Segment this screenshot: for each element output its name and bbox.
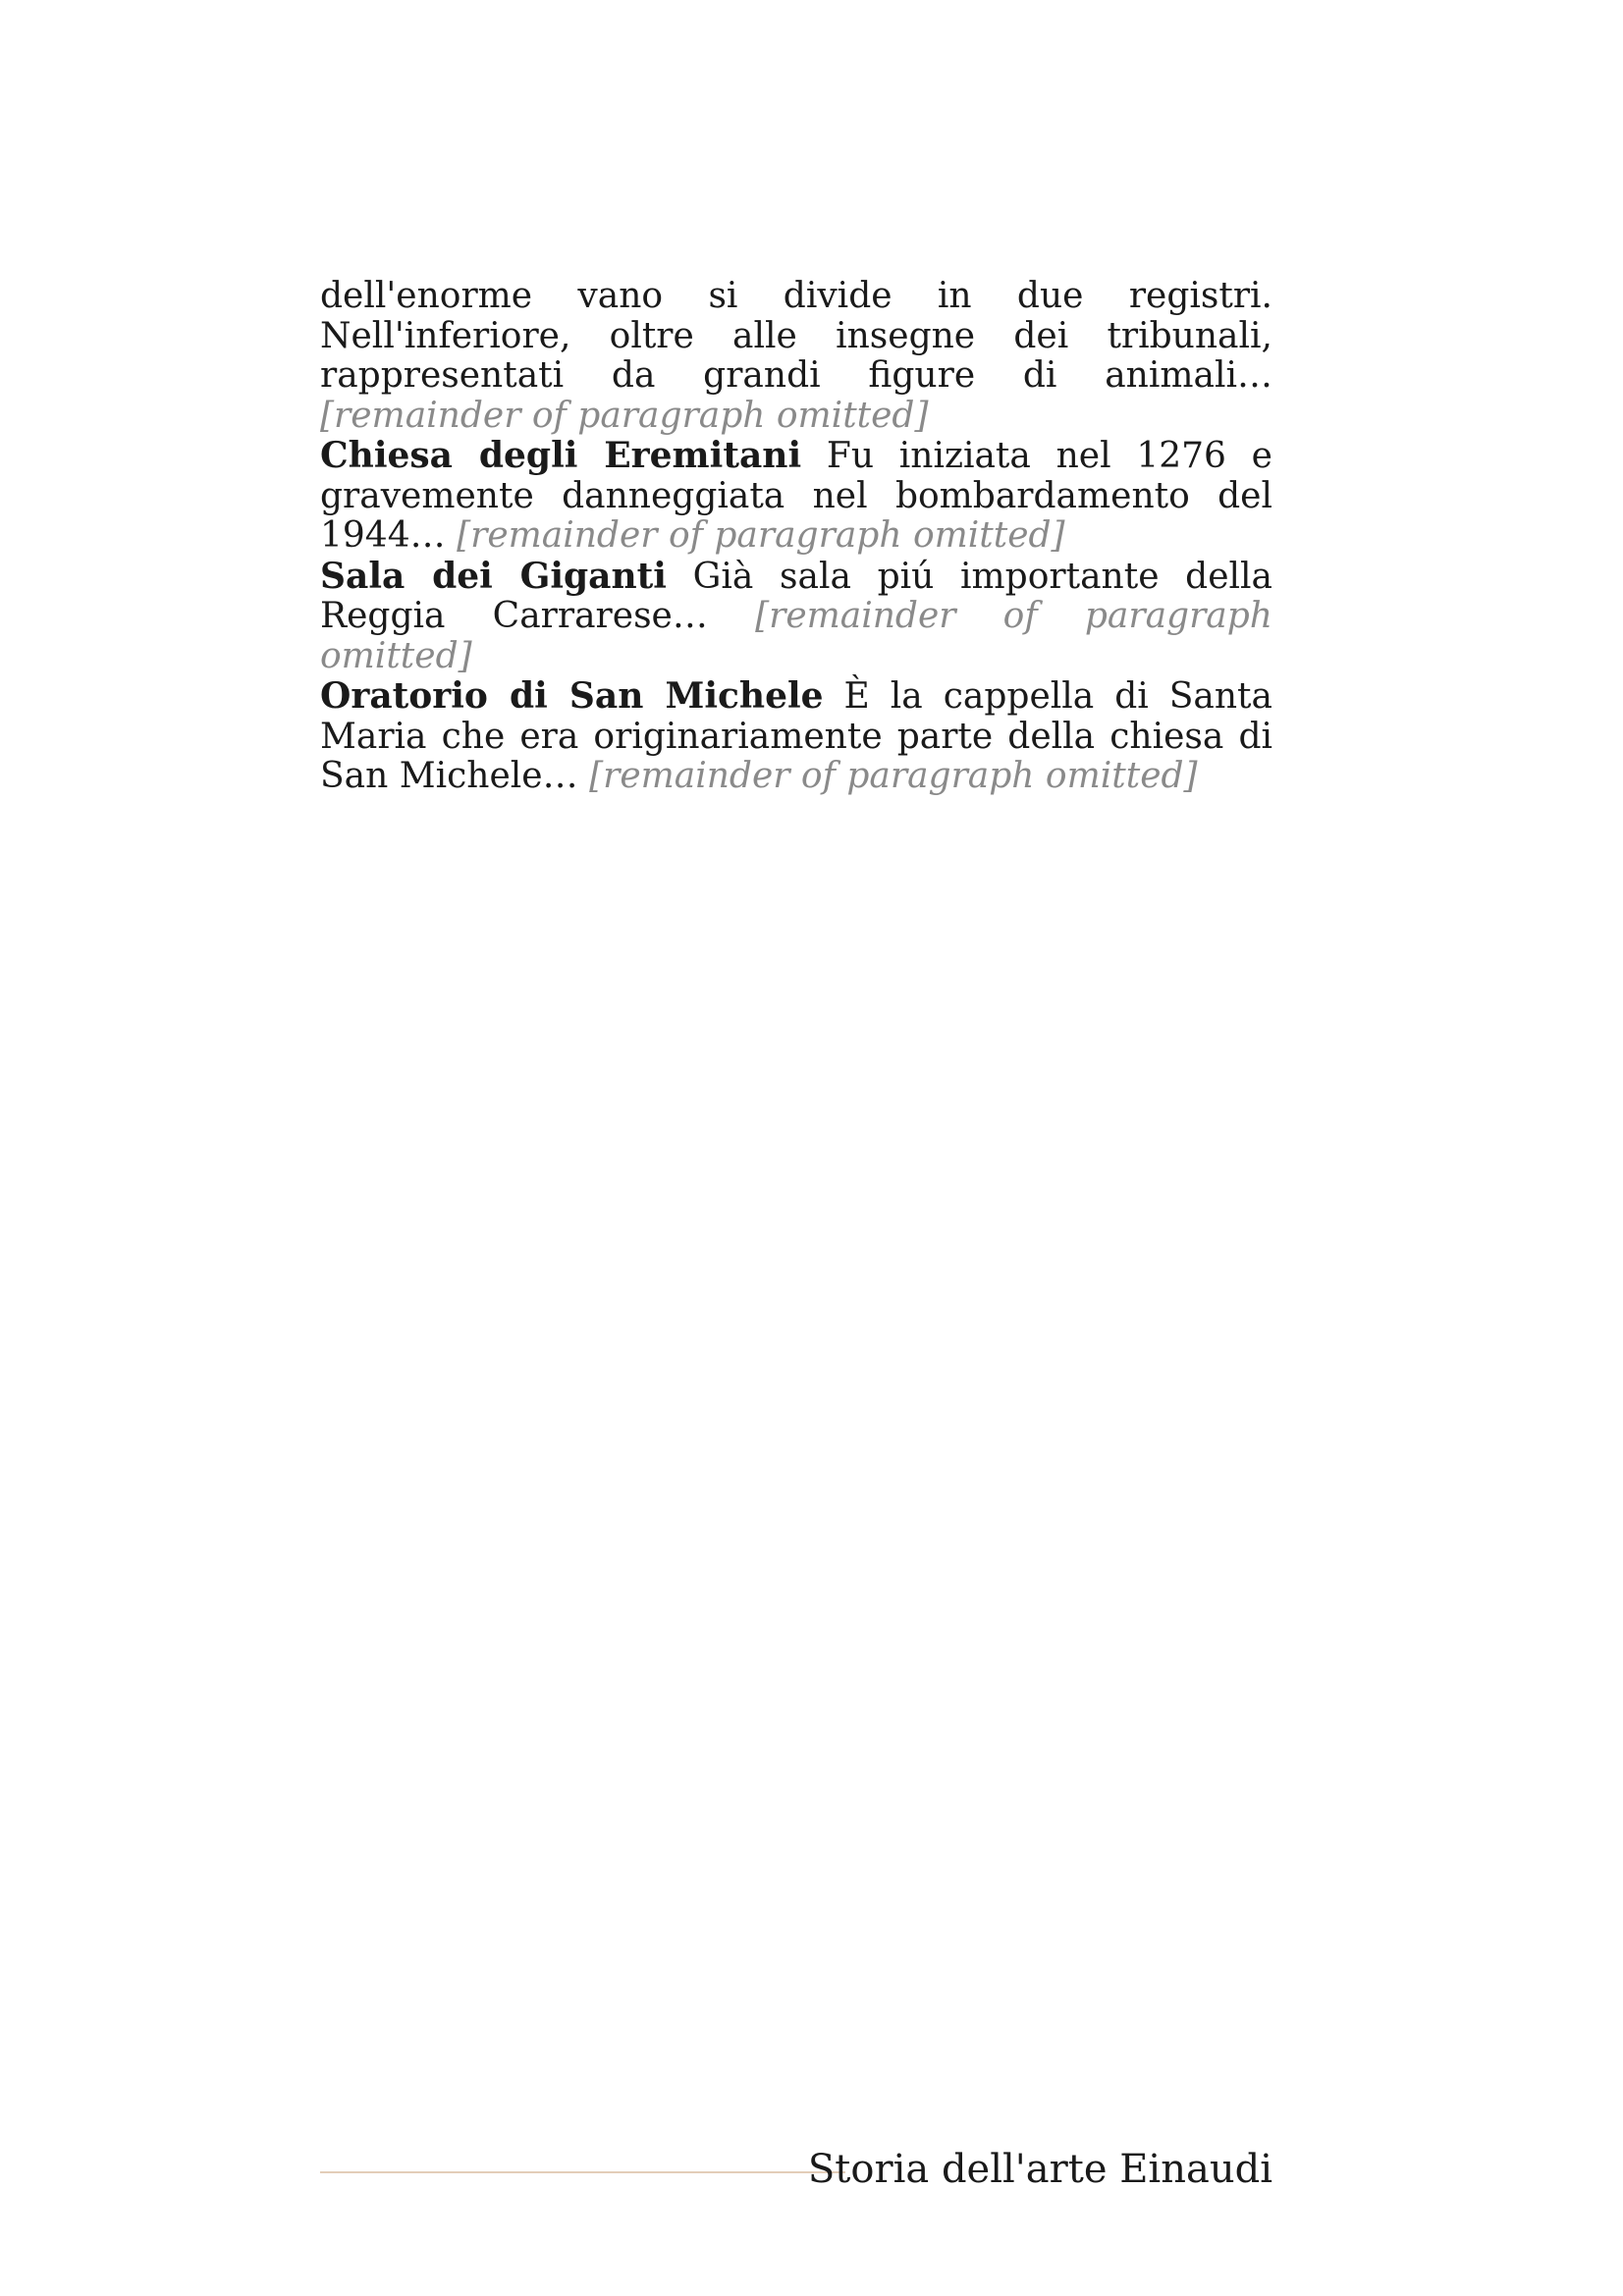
footer-title: Storia dell'arte Einaudi (807, 2147, 1272, 2192)
paragraph-excerpt: È la cappella di Santa Maria che era originariamente parte della chiesa di San Michele… (320, 676, 1272, 796)
footer-divider (320, 2171, 845, 2173)
paragraph-oratorio-di-san-michele (320, 676, 1272, 797)
paragraph-heading: Sala dei Giganti (320, 555, 667, 597)
paragraph-heading: Oratorio di San Michele (320, 675, 824, 717)
paragraph-excerpt: Fu iniziata nel 1276 e gravemente danneggiata nel bombardamento del 1944… (320, 436, 1272, 556)
paragraph-heading: Chiesa degli Eremitani (320, 435, 802, 476)
omitted-note: [remainder of paragraph omitted] (320, 596, 1272, 676)
omitted-note: [remainder of paragraph omitted] (320, 395, 929, 436)
paragraph-chiesa-degli-eremitani (320, 436, 1272, 557)
omitted-note: [remainder of paragraph omitted] (457, 515, 1065, 556)
paragraph-excerpt: Già sala piú importante della Reggia Carrarese… (320, 556, 1272, 636)
paragraph-continuation (320, 277, 1272, 436)
paragraph-sala-dei-giganti (320, 557, 1272, 677)
body-text (320, 277, 1272, 797)
paragraph-excerpt: dell'enorme vano si divide in due registri. Nell'inferiore, oltre alle insegne dei tribunali, rappresentati da grandi figure di animali… (320, 276, 1272, 396)
omitted-note: [remainder of paragraph omitted] (589, 756, 1198, 796)
